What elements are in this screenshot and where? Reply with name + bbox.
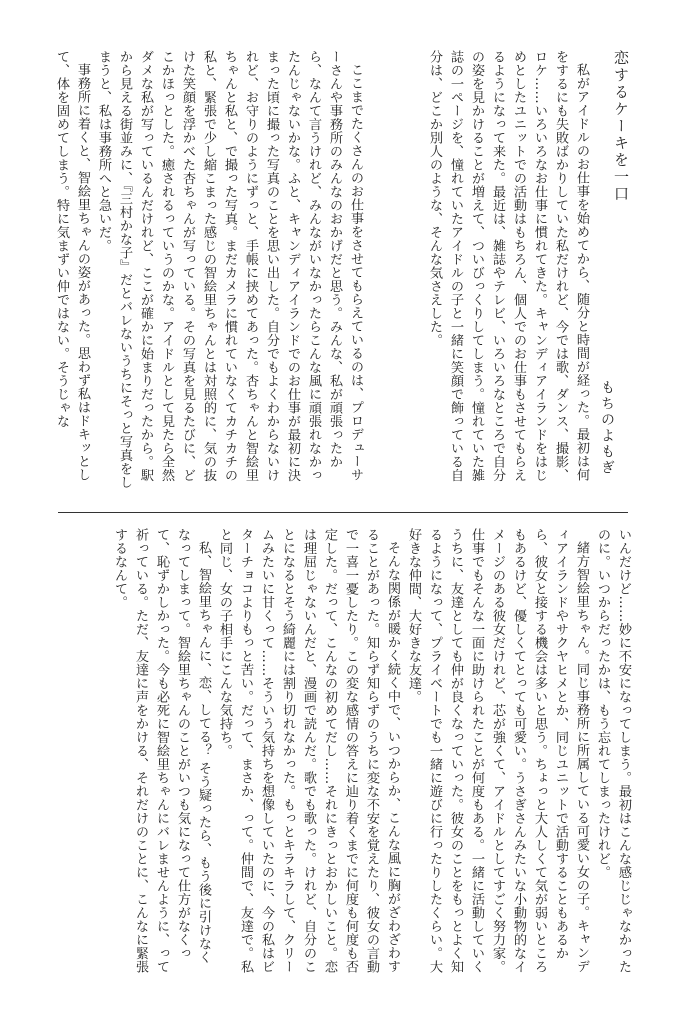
story-text-bottom xyxy=(88,528,634,976)
paragraph: 私がアイドルのお仕事を始めてから、随分と時間が経った。最初は何をするにも失敗ばかりしていた私だけれど、今では歌、ダンス、撮影、ロケ……いろいろなお仕事に慣れてきた。キャンディアイランドをはじめとしたユニットでの活動はもちろん、個人でのお仕事もさせてもらえるようになって来た。最近は、雑誌やテレビ、いろいろなところで自分の姿を見かけることが増えて、ついびっくりしてしまう。憧れていた雑誌の一ページを、憧れていたアイドルの子と一緒に笑顔で飾っている自分は、どこか別人のような、そんな気さえした。 xyxy=(427,50,589,482)
story-text-top-left xyxy=(30,50,366,490)
paragraph: 私、智絵里ちゃんに、恋、してる？ そう疑ったら、もう後に引けなくなってしまって。智絵里ちゃんのことがいつも気になって仕方がなくって、恥ずかしかった。今も必死に智絵里ちゃんにバレませんように、って祈っている。ただ、友達に声をかける、それだけのことに、こんなに緊張するなんて。 xyxy=(112,528,211,974)
story-text-top-right xyxy=(424,50,592,490)
section-divider xyxy=(58,512,628,513)
paragraph: 緒方智絵里ちゃん。同じ事務所に所属している可愛い女の子。キャンディアイランドやサクヤヒメとか、同じユニットで活動することもあるから、彼女と接する機会は多いと思う。ちょっと大人しくて気が弱いところもあるけど、優しくてとっても可愛い。うさぎさんみたいな小動物的なイメージのある彼女だけれど、芯が強くて、アイドルとしてすごく努力家。仕事でもそんな一面に助けられたことが何度もある。一緒に活動していくうちに、友達としても仲が良くなっていった。彼女のことをもっとよく知るようになって、プライベートでも一緒に遊びに行ったりしたくらい。大好きな仲間、大好きな友達。 xyxy=(406,528,589,974)
story-title: 恋するケーキを一口 xyxy=(612,50,630,203)
author-name: もちのよもぎ xyxy=(599,380,615,476)
paragraph: 事務所に着くと、智絵里ちゃんの姿があった。思わず私はドキッとして、体を固めてしまう。特に気まずい仲ではない。そうじゃな xyxy=(54,50,90,482)
paragraph: ここまでたくさんのお仕事をさせてもらえているのは、プロデューサーさんや事務所のみんなのおかげだと思う。みんな、私が頑張ったから、なんて言うけれど、みんながいなかったらこんな風に頑張れなかったんじゃないかな。ふと、キャンディアイランドでのお仕事が最初に決まった頃に撮った写真のことを思い出した。自分でもよくわからないけれど、お守りのようにずっと、手帳に挟めてあった。杏ちゃんと智絵里ちゃんと私と、で撮った写真。まだカメラに慣れていなくてカチカチの私と、緊張で少し縮こまった感じの智絵里ちゃんとは対照的に、気の抜けた笑顔を浮かべた杏ちゃんが写っている。その写真を見るたびに、どこかほっとした。癒されるっていうのかな。アイドルとして見たら全然ダメな私が写っているんだけれど、ここが確かに始まりだったから。駅から見える街並みに、『三村かな子』だとバレないうちにそっと写真をしまうと、私は事務所へと急いだ。 xyxy=(96,50,363,489)
paragraph: そんな関係が暖かく続く中で、いつからか、こんな風に胸がざわざわすることがあった。知らず知らずのうちに変な不安を覚えたり、彼女の言動で一喜一憂したり。この変な感情の答えに辿り着くまでに何度も何度も否定した。だって、こんなの初めてだし……それにきっとおかしいこと。恋は理屈じゃないんだと、漫画で読んだ。歌でも歌った。けれど、自分のことになるとそう綺麗には割り切れなかった。もっとキラキラして、クリームみたいに甘くって……そういう気持ちを想像していたのに、今の私はビターチョコよりもっと苦い。だって、まさか、って。仲間で、友達で。私と同じ、女の子相手にこんな気持ち。 xyxy=(217,528,400,974)
paragraph: いんだけど……妙に不安になってしまう。最初はこんな感じじゃなかったのに。いつからだったかは、もう忘れてしまったけれど。 xyxy=(595,528,631,974)
